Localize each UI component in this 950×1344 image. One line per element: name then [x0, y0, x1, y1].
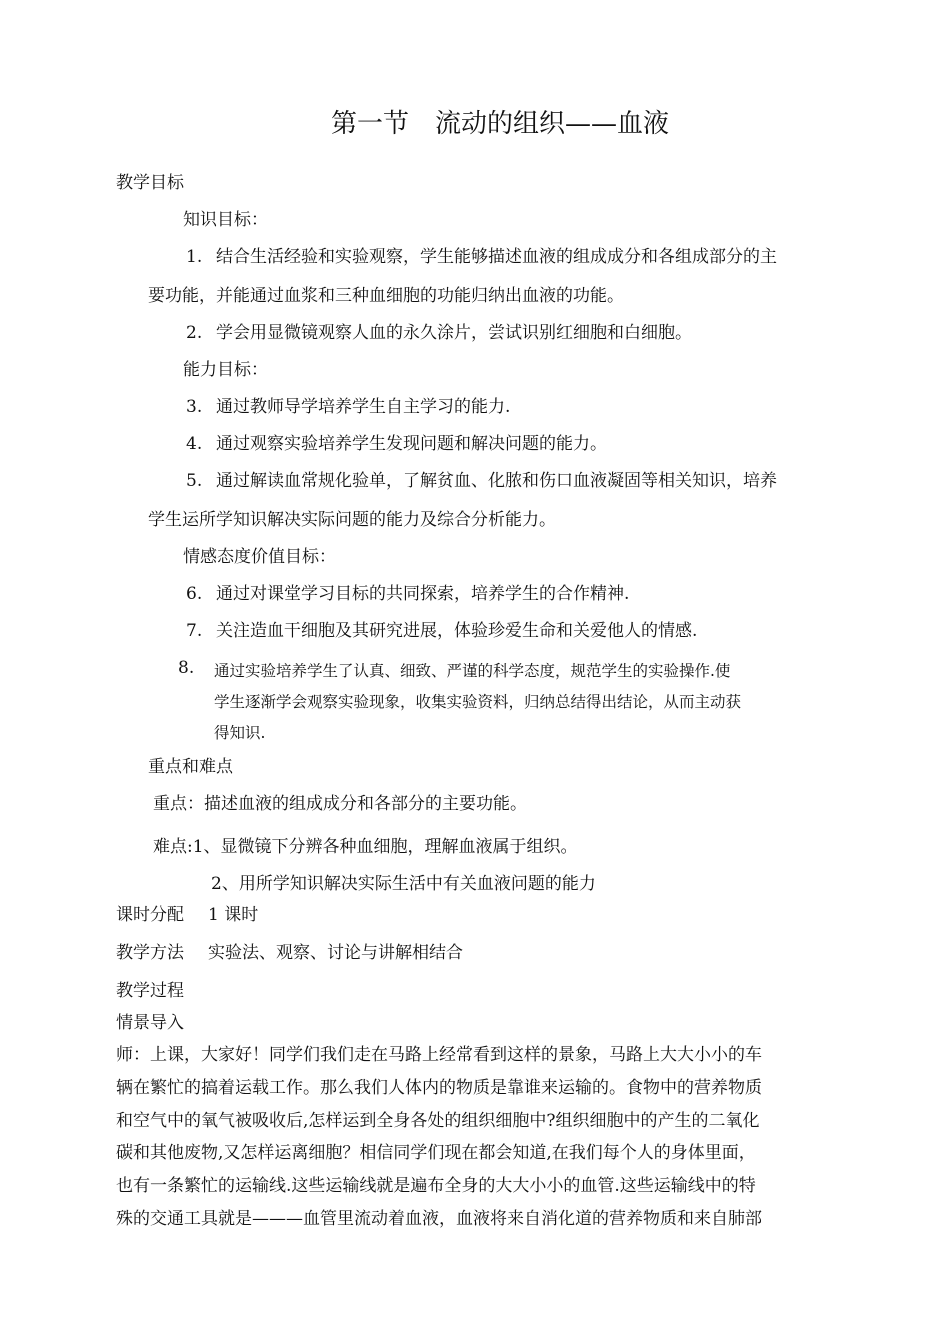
- objective-item-8-continued-2: 得知识.: [214, 724, 266, 742]
- objective-item-8-number: 8.: [178, 658, 195, 678]
- intro-paragraph-line-1: 师：上课，大家好！同学们我们走在马路上经常看到这样的景象，马路上大大小小的车: [116, 1045, 762, 1065]
- schedule-row: [116, 903, 258, 927]
- objective-item-5: [186, 469, 777, 493]
- item-number: 2.: [186, 323, 203, 343]
- intro-paragraph-line-5: 也有一条繁忙的运输线.这些运输线就是遍布全身的大大小小的血管.这些运输线中的特: [116, 1176, 756, 1196]
- process-heading: 教学过程: [116, 981, 184, 1001]
- objective-item-5-continued: 学生运所学知识解决实际问题的能力及综合分析能力。: [148, 510, 556, 530]
- item-text: 关注造血干细胞及其研究进展，体验珍爱生命和关爱他人的情感.: [216, 621, 698, 641]
- objective-item-4: [186, 432, 607, 456]
- intro-paragraph-line-6: 殊的交通工具就是———血管里流动着血液，血液将来自消化道的营养物质和来自肺部: [116, 1209, 762, 1229]
- objectives-heading: 教学目标: [116, 173, 184, 193]
- objective-item-8-continued: 学生逐渐学会观察实验现象，收集实验资料，归纳总结得出结论，从而主动获: [214, 693, 742, 711]
- schedule-value: 1 课时: [208, 905, 259, 925]
- ability-heading: 能力目标：: [183, 360, 268, 380]
- item-text: 通过教师导学培养学生自主学习的能力.: [216, 397, 511, 417]
- intro-heading: 情景导入: [116, 1013, 184, 1033]
- item-text: 通过解读血常规化验单，了解贫血、化脓和伤口血液凝固等相关知识，培养: [216, 471, 777, 491]
- difficulty-point-1: 难点:1、显微镜下分辨各种血细胞，理解血液属于组织。: [153, 837, 578, 857]
- method-label: 教学方法: [116, 943, 184, 963]
- objective-item-6: [186, 582, 629, 606]
- item-text: 通过观察实验培养学生发现问题和解决问题的能力。: [216, 434, 607, 454]
- intro-paragraph-line-3: 和空气中的氧气被吸收后,怎样运到全身各处的组织细胞中?组织细胞中的产生的二氧化: [116, 1111, 760, 1131]
- knowledge-heading: 知识目标：: [183, 210, 268, 230]
- schedule-label: 课时分配: [116, 905, 184, 925]
- item-text: 结合生活经验和实验观察，学生能够描述血液的组成成分和各组成部分的主: [216, 247, 777, 267]
- intro-paragraph-line-4: 碳和其他废物,又怎样运离细胞？相信同学们现在都会知道,在我们每个人的身体里面，: [116, 1143, 756, 1163]
- difficulty-point-2: 2、用所学知识解决实际生活中有关血液问题的能力: [211, 874, 596, 894]
- objective-item-8: 通过实验培养学生了认真、细致、严谨的科学态度，规范学生的实验操作.使: [214, 662, 731, 680]
- focus-point: 重点：描述血液的组成成分和各部分的主要功能。: [153, 794, 527, 814]
- page-title: 第一节 流动的组织——血液: [330, 109, 669, 139]
- item-text: 学会用显微镜观察人血的永久涂片，尝试识别红细胞和白细胞。: [216, 323, 692, 343]
- item-number: 4.: [186, 434, 203, 454]
- item-text: 通过对课堂学习目标的共同探索，培养学生的合作精神.: [216, 584, 630, 604]
- objective-item-1-continued: 要功能，并能通过血浆和三种血细胞的功能归纳出血液的功能。: [148, 286, 624, 306]
- item-number: 6.: [186, 584, 203, 604]
- emotion-heading: 情感态度价值目标：: [183, 547, 336, 567]
- objective-item-1: [186, 245, 777, 269]
- method-row: [116, 941, 463, 965]
- key-points-heading: 重点和难点: [148, 757, 233, 777]
- item-number: 5.: [186, 471, 203, 491]
- item-number: 3.: [186, 397, 203, 417]
- intro-paragraph-line-2: 辆在繁忙的搞着运载工作。那么我们人体内的物质是靠谁来运输的。食物中的营养物质: [116, 1078, 762, 1098]
- item-number: 1.: [186, 247, 203, 267]
- method-value: 实验法、观察、讨论与讲解相结合: [208, 943, 463, 963]
- objective-item-2: [186, 321, 692, 345]
- objective-item-7: [186, 619, 697, 643]
- objective-item-3: [186, 395, 510, 419]
- item-number: 7.: [186, 621, 203, 641]
